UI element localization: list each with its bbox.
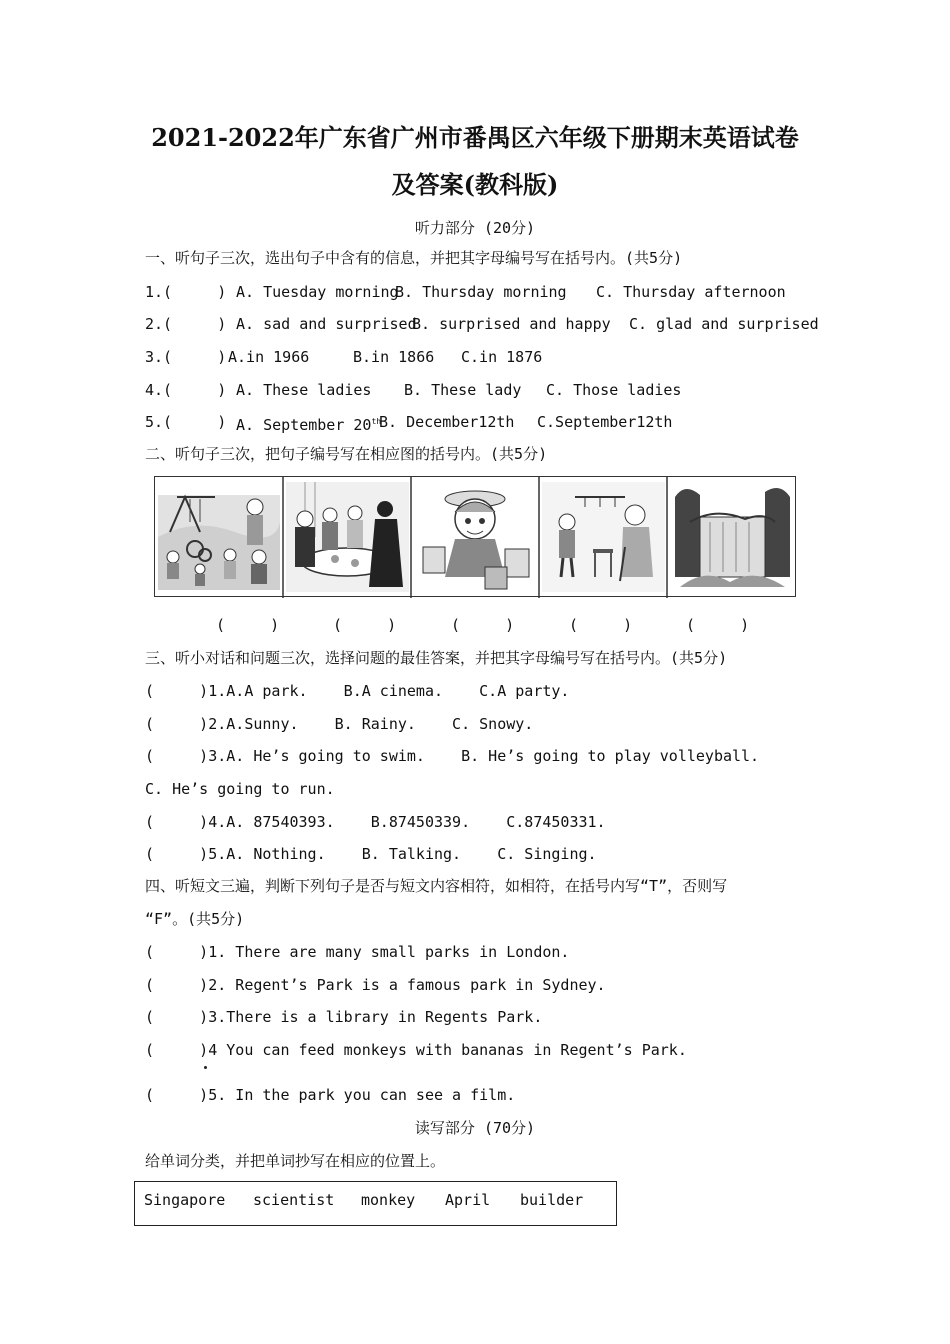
part1-q5-option-b: B. December12th	[379, 413, 515, 431]
picture-blank-3[interactable]: ( )	[451, 616, 515, 634]
part4-q3: ( )3.There is a library in Regents Park.	[145, 1008, 543, 1026]
picture-blank-5[interactable]: ( )	[686, 616, 750, 634]
part4-q5: ( )5. In the park you can see a film.	[145, 1086, 516, 1104]
page-title: 2021-2022年广东省广州市番禺区六年级下册期末英语试卷	[151, 123, 799, 152]
part3-instruction: 三、听小对话和问题三次，选择问题的最佳答案，并把其字母编号写在括号内。(共5分)	[145, 649, 728, 667]
part2-instruction: 二、听句子三次，把句子编号写在相应图的括号内。(共5分)	[145, 445, 548, 463]
part1-q2-option-b: B. surprised and happy	[412, 315, 611, 333]
part1-q5-option-a: A. September 20th	[236, 416, 382, 434]
part4-q2: ( )2. Regent’s Park is a famous park in Sydney.	[145, 976, 606, 994]
part1-q3-option-b: B.in 1866	[353, 348, 435, 366]
picture-strip	[154, 476, 796, 597]
classify-instruction: 给单词分类，并把单词抄写在相应的位置上。	[145, 1152, 446, 1170]
word-item: monkey	[361, 1191, 416, 1209]
part1-q1-option-b: B. Thursday morning	[395, 283, 567, 301]
picture-waterfall-icon	[670, 482, 794, 592]
part3-q5: ( )5.A. Nothing. B. Talking. C. Singing.	[145, 845, 597, 863]
part1-q5-number: 5.( )	[145, 413, 227, 431]
part4-instruction: 四、听短文三遍，判断下列句子是否与短文内容相符，如相符，在括号内写“T”，否则写	[145, 877, 728, 895]
part1-q3-option-c: C.in 1876	[461, 348, 543, 366]
reading-header: 读写部分 (70分)	[414, 1119, 536, 1137]
listening-header: 听力部分 (20分)	[414, 219, 536, 237]
part1-q1-option-c: C. Thursday afternoon	[596, 283, 786, 301]
part3-q3: ( )3.A. He’s going to swim. B. He’s going to play volleyball.	[145, 747, 760, 765]
word-item: scientist	[253, 1191, 335, 1209]
ordinal-suffix: th	[371, 417, 382, 426]
part1-q4-option-c: C. Those ladies	[546, 381, 682, 399]
part1-q4-option-a: A. These ladies	[236, 381, 372, 399]
part1-instruction: 一、听句子三次，选出句子中含有的信息，并把其字母编号写在括号内。(共5分)	[145, 249, 683, 267]
picture-helping-icon	[542, 482, 665, 592]
word-item: builder	[520, 1191, 584, 1209]
part1-q2-option-a: A. sad and surprised	[236, 315, 417, 333]
picture-blank-4[interactable]: ( )	[569, 616, 633, 634]
part3-q1: ( )1.A.A park. B.A cinema. C.A party.	[145, 682, 570, 700]
part1-q5-option-c: C.September12th	[537, 413, 673, 431]
part1-q2-option-c: C. glad and surprised	[629, 315, 819, 333]
part1-q2-number: 2.( )	[145, 315, 227, 333]
part4-q1: ( )1. There are many small parks in London.	[145, 943, 570, 961]
part3-q4: ( )4.A. 87540393. B.87450339. C.87450331.	[145, 813, 606, 831]
part3-q2: ( )2.A.Sunny. B. Rainy. C. Snowy.	[145, 715, 534, 733]
part1-q4-number: 4.( )	[145, 381, 227, 399]
word-item: Singapore	[144, 1191, 226, 1209]
picture-blank-1[interactable]: ( )	[216, 616, 280, 634]
word-item: April	[445, 1191, 491, 1209]
word-box	[134, 1181, 617, 1226]
part1-q1-option-a: A. Tuesday morning	[236, 283, 399, 301]
part1-q4-option-b: B. These lady	[404, 381, 522, 399]
part1-q1-number: 1.( )	[145, 283, 227, 301]
part1-q3-number: 3.( )	[145, 348, 227, 366]
picture-playground-icon	[158, 495, 280, 590]
part4-instruction-cont: “F”。(共5分)	[145, 910, 245, 928]
part3-q3-option-c: C. He’s going to run.	[145, 780, 335, 798]
stray-dot	[204, 1066, 207, 1069]
picture-dinner-icon	[286, 482, 409, 592]
picture-blank-2[interactable]: ( )	[333, 616, 397, 634]
part1-q3-option-a: A.in 1966	[228, 348, 310, 366]
page-subtitle: 及答案(教科版)	[391, 170, 559, 199]
picture-shopping-icon	[414, 480, 537, 595]
part4-q4: ( )4 You can feed monkeys with bananas in Regent’s Park.	[145, 1041, 687, 1059]
